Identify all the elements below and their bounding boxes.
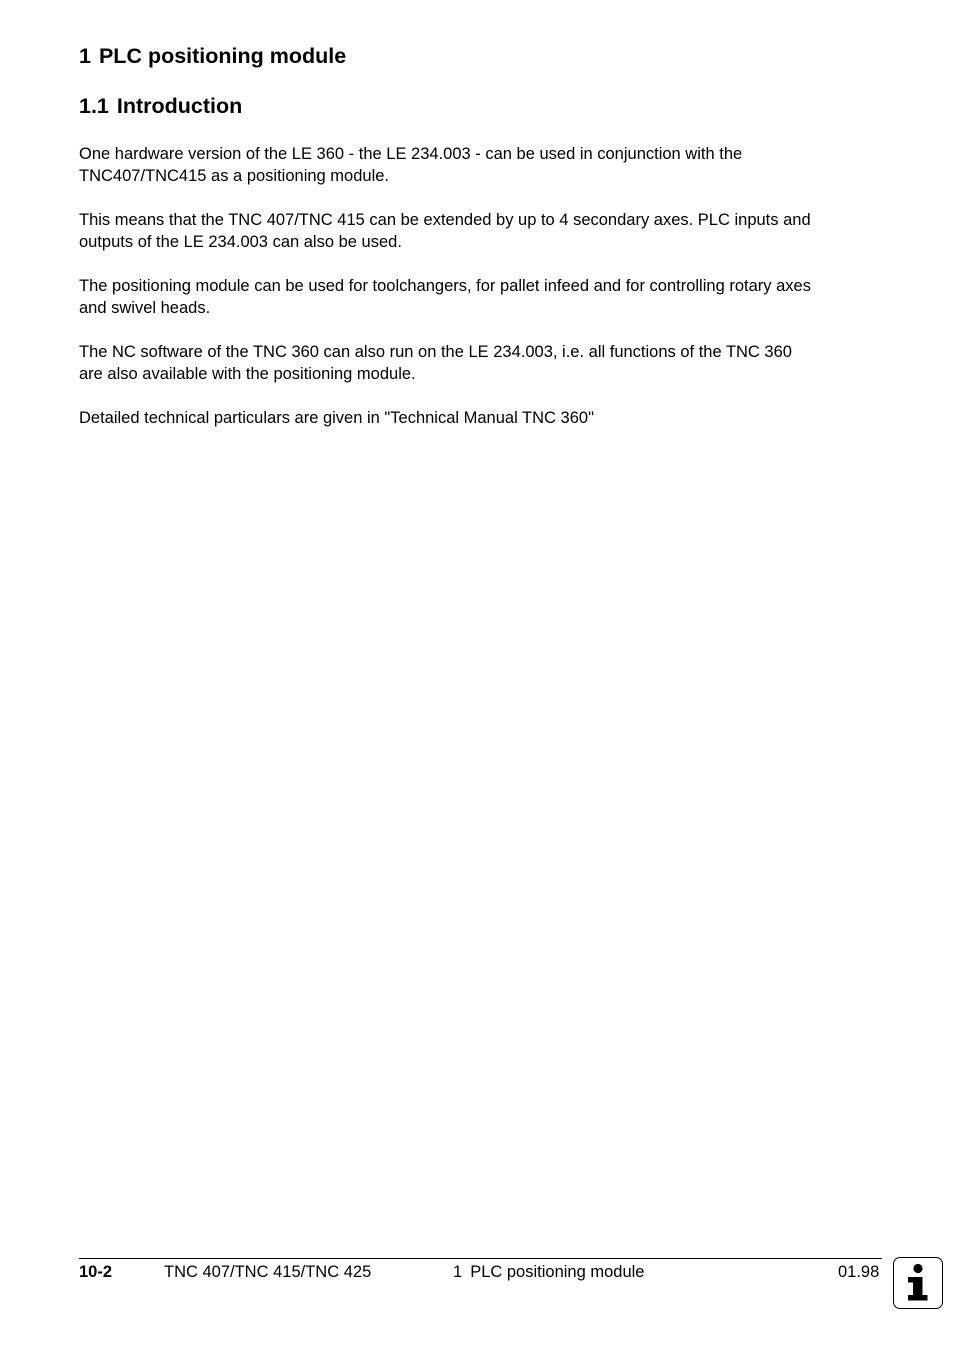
paragraph-line: outputs of the LE 234.003 can also be used.	[79, 233, 402, 251]
section-heading	[79, 44, 346, 69]
paragraph	[79, 407, 889, 429]
paragraph-line: The NC software of the TNC 360 can also run on the LE 234.003, i.e. all functions of the TNC 360	[79, 343, 792, 361]
footer-chapter	[453, 1262, 644, 1282]
paragraph	[79, 209, 889, 253]
subsection-heading	[79, 94, 242, 119]
section-number: 1	[79, 44, 91, 68]
footer-chapter-title: PLC positioning module	[470, 1263, 645, 1281]
footer-page-number: 10-2	[79, 1263, 113, 1281]
paragraph-line: and swivel heads.	[79, 299, 211, 317]
section-title: PLC positioning module	[98, 44, 347, 68]
footer-divider	[79, 1258, 882, 1259]
footer-manual-title: TNC 407/TNC 415/TNC 425	[164, 1263, 372, 1281]
paragraph-line: This means that the TNC 407/TNC 415 can be extended by up to 4 secondary axes. PLC inputs and	[79, 211, 811, 229]
paragraph	[79, 275, 889, 319]
paragraph-line: One hardware version of the LE 360 - the LE 234.003 - can be used in conjunction with the	[79, 145, 743, 163]
paragraph	[79, 143, 889, 187]
subsection-title: Introduction	[116, 94, 243, 118]
paragraph-line: are also available with the positioning module.	[79, 365, 416, 383]
paragraph-line: The positioning module can be used for toolchangers, for pallet infeed and for controlling rotary axes	[79, 277, 811, 295]
footer-chapter-number: 1	[453, 1263, 463, 1281]
paragraph	[79, 341, 889, 385]
footer-date: 01.98	[838, 1263, 880, 1281]
info-glyph	[894, 1258, 941, 1307]
info-icon	[893, 1257, 943, 1309]
body-text	[79, 143, 889, 451]
subsection-number: 1.1	[79, 94, 109, 118]
paragraph-line: Detailed technical particulars are given in "Technical Manual TNC 360"	[79, 409, 594, 427]
paragraph-line: TNC407/TNC415 as a positioning module.	[79, 167, 389, 185]
